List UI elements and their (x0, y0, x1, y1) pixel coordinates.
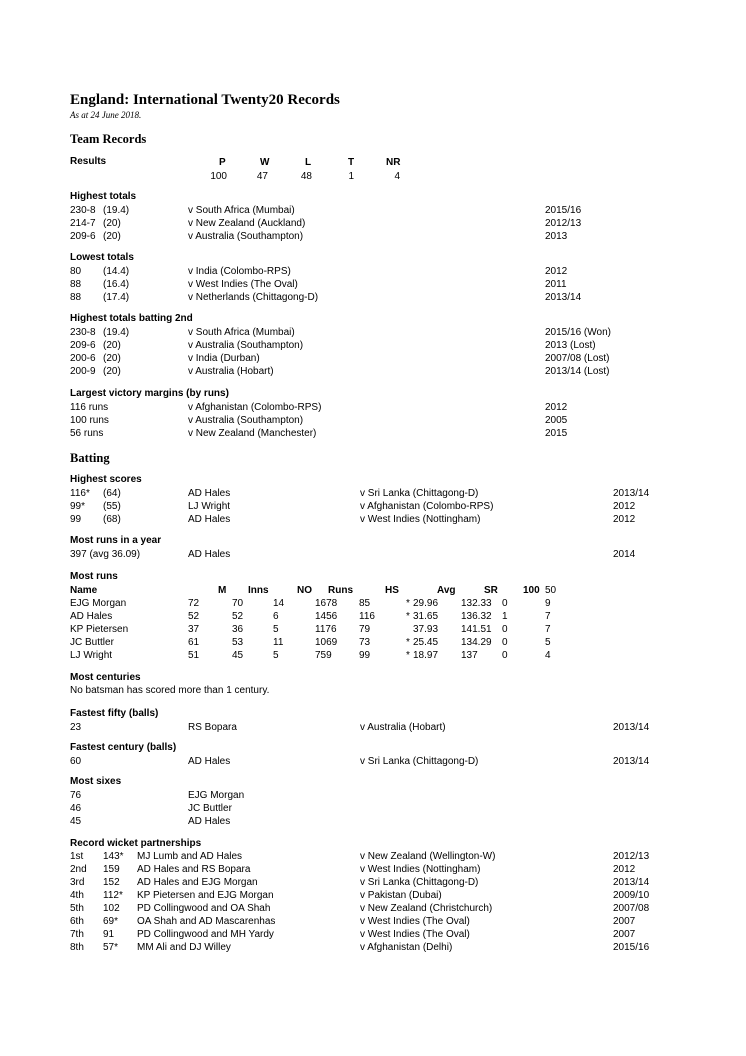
header-hs: HS (385, 585, 399, 596)
hundreds: 0 (502, 624, 508, 635)
season: 2005 (545, 415, 568, 426)
player: KP Pietersen (70, 624, 129, 635)
table-row (0, 230, 746, 243)
season: 2007 (613, 929, 636, 940)
most-runs-year-heading: Most runs in a year (70, 535, 162, 546)
results-t: 1 (348, 171, 354, 182)
balls: (55) (103, 501, 121, 512)
runs: 159 (103, 864, 120, 875)
year: 2014 (613, 549, 636, 560)
table-row (0, 863, 746, 876)
opponent: v West Indies (The Oval) (188, 279, 298, 290)
header-sr: SR (484, 585, 498, 596)
matches: 61 (188, 637, 200, 648)
not-outs: 14 (273, 598, 285, 609)
not-out-mark: * (406, 611, 410, 622)
opponent: v Netherlands (Chittagong-D) (188, 292, 319, 303)
results-label: Results (70, 156, 107, 167)
overs: (20) (103, 353, 121, 364)
sixes: 45 (70, 816, 82, 827)
batsmen: AD Hales and RS Bopara (137, 864, 251, 875)
batsmen: OA Shah and AD Mascarenhas (137, 916, 276, 927)
results-header-w: W (260, 157, 270, 168)
high-score: 116 (359, 611, 375, 622)
matches: 51 (188, 650, 200, 661)
average: 37.93 (413, 624, 439, 635)
matches: 52 (188, 611, 200, 622)
opponent: v Australia (Southampton) (188, 415, 304, 426)
results-values-row (0, 170, 746, 183)
season: 2011 (545, 279, 567, 290)
runs: 112* (103, 890, 123, 901)
table-row (0, 326, 746, 339)
season: 2012 (613, 864, 636, 875)
overs: (20) (103, 340, 121, 351)
sixes: 46 (70, 803, 82, 814)
highest-scores-heading: Highest scores (70, 474, 142, 485)
high-score: 73 (359, 637, 371, 648)
partnerships-heading: Record wicket partnerships (70, 838, 202, 849)
fifties: 7 (545, 624, 551, 635)
innings: 70 (232, 598, 244, 609)
player: EJG Morgan (70, 598, 127, 609)
batsmen: AD Hales and EJG Morgan (137, 877, 258, 888)
as-at-date: As at 24 June 2018. (70, 110, 142, 120)
season: 2007/08 (Lost) (545, 353, 610, 364)
table-row (0, 487, 746, 500)
hundreds: 0 (502, 650, 508, 661)
opponent: v Afghanistan (Delhi) (360, 942, 453, 953)
wicket: 2nd (70, 864, 87, 875)
table-row (0, 902, 746, 915)
season: 2013 (545, 231, 568, 242)
season: 2013/14 (613, 877, 650, 888)
player: JC Buttler (70, 637, 114, 648)
results-p: 100 (210, 171, 227, 182)
season: 2013/14 (Lost) (545, 366, 610, 377)
season: 2013/14 (545, 292, 582, 303)
season: 2015/16 (545, 205, 582, 216)
table-row (0, 339, 746, 352)
table-row (0, 500, 746, 513)
header-no: NO (297, 585, 312, 596)
batsmen: PD Collingwood and MH Yardy (137, 929, 274, 940)
results-header-l: L (305, 157, 312, 168)
results-header-p: P (219, 157, 226, 168)
overs: (16.4) (103, 279, 130, 290)
season: 2012 (545, 402, 568, 413)
runs: 152 (103, 877, 120, 888)
batting-heading: Batting (70, 451, 110, 465)
fastest-fifty-heading: Fastest fifty (balls) (70, 708, 159, 719)
table-row (0, 414, 746, 427)
strike-rate: 137 (461, 650, 478, 661)
opponent: v Afghanistan (Colombo-RPS) (360, 501, 494, 512)
score: 116* (70, 488, 90, 499)
score: 209-6 (70, 231, 96, 242)
results-l: 48 (300, 171, 312, 182)
innings: 36 (232, 624, 244, 635)
balls: (64) (103, 488, 121, 499)
batsmen: PD Collingwood and OA Shah (137, 903, 271, 914)
fifties: 7 (545, 611, 551, 622)
highest-batting-2nd-heading: Highest totals batting 2nd (70, 313, 193, 324)
season: 2013/14 (613, 756, 650, 767)
not-outs: 5 (273, 650, 279, 661)
not-out-mark: * (406, 598, 410, 609)
most-centuries-note: No batsman has scored more than 1 century. (70, 685, 270, 696)
table-row (0, 802, 746, 815)
season: 2013/14 (613, 722, 650, 733)
player: LJ Wright (70, 650, 113, 661)
table-row (0, 278, 746, 291)
most-sixes-heading: Most sixes (70, 776, 122, 787)
runs: 69* (103, 916, 119, 927)
fastest-century-heading: Fastest century (balls) (70, 742, 177, 753)
table-row (0, 401, 746, 414)
average: 18.97 (413, 650, 439, 661)
not-outs: 5 (273, 624, 279, 635)
wicket: 1st (70, 851, 84, 862)
opponent: v Australia (Southampton) (188, 231, 304, 242)
opponent: v Australia (Southampton) (188, 340, 304, 351)
score: 99* (70, 501, 86, 512)
opponent: v West Indies (Nottingham) (360, 864, 481, 875)
high-score: 99 (359, 650, 371, 661)
table-row (0, 427, 746, 440)
score: 80 (70, 266, 82, 277)
matches: 72 (188, 598, 200, 609)
season: 2007/08 (613, 903, 650, 914)
wicket: 8th (70, 942, 84, 953)
margin: 56 runs (70, 428, 104, 439)
high-score: 85 (359, 598, 371, 609)
table-row (0, 889, 746, 902)
strike-rate: 132.33 (461, 598, 492, 609)
player: AD Hales (70, 611, 113, 622)
season: 2009/10 (613, 890, 650, 901)
innings: 45 (232, 650, 244, 661)
batsmen: MM Ali and DJ Willey (137, 942, 231, 953)
header-100: 100 (523, 585, 540, 596)
margin: 100 runs (70, 415, 109, 426)
header-runs: Runs (328, 585, 353, 596)
score: 214-7 (70, 218, 96, 229)
table-row (0, 204, 746, 217)
strike-rate: 134.29 (461, 637, 492, 648)
player: AD Hales (188, 756, 231, 767)
table-row (0, 513, 746, 526)
most-centuries-heading: Most centuries (70, 672, 141, 683)
wicket: 7th (70, 929, 84, 940)
table-row (0, 850, 746, 863)
season: 2012 (613, 514, 636, 525)
high-score: 79 (359, 624, 371, 635)
table-row (0, 815, 746, 828)
opponent: v Sri Lanka (Chittagong-D) (360, 877, 479, 888)
batsmen: MJ Lumb and AD Hales (137, 851, 243, 862)
player: JC Buttler (188, 803, 232, 814)
balls: 23 (70, 722, 82, 733)
score: 200-9 (70, 366, 96, 377)
player: AD Hales (188, 816, 231, 827)
season: 2015/16 (613, 942, 650, 953)
runs: 397 (avg 36.09) (70, 549, 141, 560)
wicket: 4th (70, 890, 84, 901)
runs: 1069 (315, 637, 338, 648)
header-name: Name (70, 585, 98, 596)
score: 88 (70, 279, 82, 290)
score: 230-8 (70, 205, 96, 216)
balls: (68) (103, 514, 121, 525)
player: AD Hales (188, 549, 231, 560)
season: 2015 (545, 428, 568, 439)
opponent: v Australia (Hobart) (360, 722, 446, 733)
score: 99 (70, 514, 82, 525)
season: 2012/13 (613, 851, 650, 862)
most-runs-heading: Most runs (70, 571, 118, 582)
fifties: 5 (545, 637, 551, 648)
season: 2012 (545, 266, 568, 277)
not-out-mark: * (406, 637, 410, 648)
innings: 52 (232, 611, 244, 622)
results-header-nr: NR (386, 157, 401, 168)
opponent: v New Zealand (Wellington-W) (360, 851, 496, 862)
runs: 57* (103, 942, 119, 953)
results-header-row (0, 156, 746, 169)
fifties: 9 (545, 598, 551, 609)
season: 2013/14 (613, 488, 650, 499)
player: EJG Morgan (188, 790, 245, 801)
season: 2012 (613, 501, 636, 512)
runs: 1678 (315, 598, 338, 609)
opponent: v West Indies (Nottingham) (360, 514, 481, 525)
average: 29.96 (413, 598, 439, 609)
table-row (0, 941, 746, 954)
wicket: 5th (70, 903, 84, 914)
score: 88 (70, 292, 82, 303)
table-row (0, 365, 746, 378)
table-row (0, 789, 746, 802)
table-row (0, 649, 746, 662)
opponent: v South Africa (Mumbai) (188, 205, 295, 216)
runs: 91 (103, 929, 115, 940)
opponent: v Sri Lanka (Chittagong-D) (360, 756, 479, 767)
fifties: 4 (545, 650, 551, 661)
results-nr: 4 (394, 171, 400, 182)
runs: 143* (103, 851, 124, 862)
lowest-totals-heading: Lowest totals (70, 252, 134, 263)
sixes: 76 (70, 790, 82, 801)
hundreds: 0 (502, 637, 508, 648)
season: 2015/16 (Won) (545, 327, 611, 338)
header-m: M (218, 585, 227, 596)
team-records-heading: Team Records (70, 132, 147, 146)
overs: (17.4) (103, 292, 130, 303)
player: AD Hales (188, 488, 231, 499)
table-row (0, 265, 746, 278)
not-out-mark: * (406, 650, 410, 661)
strike-rate: 141.51 (461, 624, 492, 635)
header-inns: Inns (248, 585, 269, 596)
table-row (0, 623, 746, 636)
overs: (20) (103, 231, 121, 242)
opponent: v India (Durban) (188, 353, 260, 364)
results-header-t: T (348, 157, 355, 168)
results-w: 47 (256, 171, 268, 182)
matches: 37 (188, 624, 200, 635)
margin: 116 runs (70, 402, 109, 413)
player: AD Hales (188, 514, 231, 525)
table-row (0, 352, 746, 365)
table-row (0, 876, 746, 889)
opponent: v Afghanistan (Colombo-RPS) (188, 402, 322, 413)
not-outs: 6 (273, 611, 279, 622)
average: 25.45 (413, 637, 439, 648)
table-row (0, 755, 746, 768)
runs: 102 (103, 903, 120, 914)
score: 209-6 (70, 340, 96, 351)
table-row (0, 217, 746, 230)
overs: (20) (103, 366, 121, 377)
overs: (19.4) (103, 205, 130, 216)
innings: 53 (232, 637, 244, 648)
wicket: 3rd (70, 877, 85, 888)
overs: (19.4) (103, 327, 130, 338)
wicket: 6th (70, 916, 84, 927)
opponent: v Pakistan (Dubai) (360, 890, 442, 901)
season: 2013 (Lost) (545, 340, 596, 351)
overs: (14.4) (103, 266, 130, 277)
opponent: v New Zealand (Christchurch) (360, 903, 493, 914)
table-row (0, 597, 746, 610)
score: 230-8 (70, 327, 96, 338)
player: RS Bopara (188, 722, 237, 733)
opponent: v South Africa (Mumbai) (188, 327, 295, 338)
balls: 60 (70, 756, 82, 767)
opponent: v New Zealand (Manchester) (188, 428, 317, 439)
table-row (0, 636, 746, 649)
opponent: v Sri Lanka (Chittagong-D) (360, 488, 479, 499)
batsmen: KP Pietersen and EJG Morgan (137, 890, 274, 901)
header-50: 50 (545, 585, 557, 596)
overs: (20) (103, 218, 121, 229)
runs: 759 (315, 650, 332, 661)
hundreds: 1 (502, 611, 508, 622)
season: 2012/13 (545, 218, 582, 229)
highest-totals-heading: Highest totals (70, 191, 137, 202)
table-row (0, 548, 746, 561)
runs: 1176 (315, 624, 337, 635)
opponent: v India (Colombo-RPS) (188, 266, 291, 277)
header-avg: Avg (437, 585, 456, 596)
opponent: v West Indies (The Oval) (360, 929, 470, 940)
average: 31.65 (413, 611, 439, 622)
player: LJ Wright (188, 501, 231, 512)
page-title: England: International Twenty20 Records (70, 92, 340, 108)
largest-victory-heading: Largest victory margins (by runs) (70, 388, 229, 399)
table-row (0, 928, 746, 941)
hundreds: 0 (502, 598, 508, 609)
score: 200-6 (70, 353, 96, 364)
opponent: v West Indies (The Oval) (360, 916, 470, 927)
table-row (0, 291, 746, 304)
opponent: v Australia (Hobart) (188, 366, 274, 377)
table-row (0, 915, 746, 928)
strike-rate: 136.32 (461, 611, 492, 622)
runs: 1456 (315, 611, 338, 622)
table-row (0, 610, 746, 623)
season: 2007 (613, 916, 636, 927)
table-row (0, 721, 746, 734)
not-outs: 11 (273, 637, 284, 648)
opponent: v New Zealand (Auckland) (188, 218, 306, 229)
most-runs-header-row (0, 584, 746, 597)
